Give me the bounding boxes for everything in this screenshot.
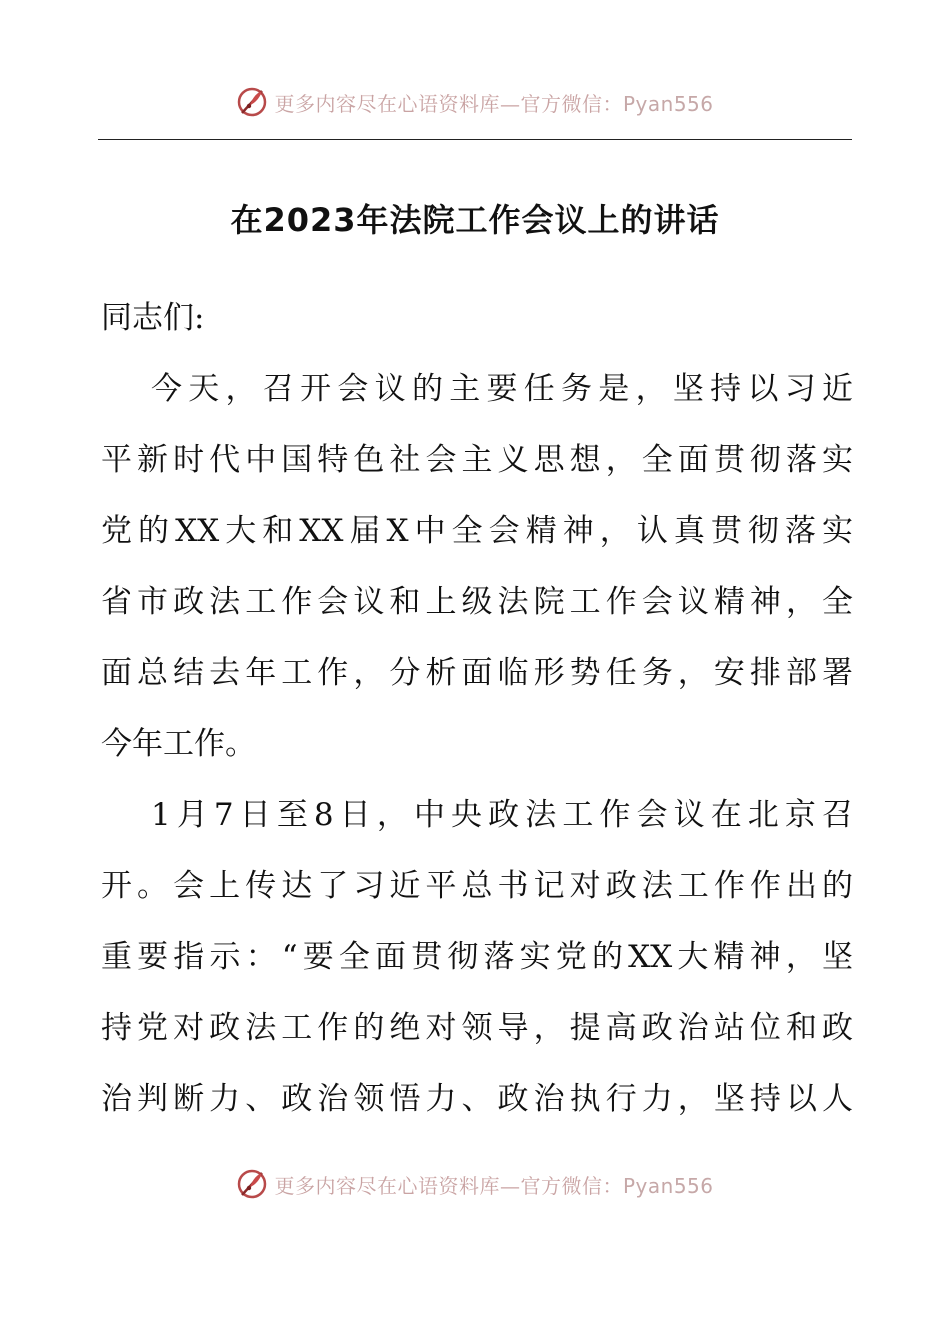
paragraph-line: 持党对政法工作的绝对领导，提高政治站位和政 xyxy=(101,1010,853,1046)
footer-watermark-banner xyxy=(0,1162,950,1206)
paragraph-line: 党的XX大和XX届X中全会精神，认真贯彻落实 xyxy=(101,513,853,549)
footer-banner-text xyxy=(274,1170,713,1199)
header-banner-id: Pyan556 xyxy=(622,91,714,116)
footer-banner-id: Pyan556 xyxy=(622,1173,714,1198)
document-body xyxy=(101,283,853,1135)
quill-pen-logo-icon xyxy=(236,85,270,119)
footer-banner-main: 更多内容尽在心语资料库 xyxy=(274,1173,500,1198)
header-banner-main: 更多内容尽在心语资料库 xyxy=(274,91,500,116)
paragraph-2 xyxy=(101,780,853,1135)
document-title: 在2023年法院工作会议上的讲话 xyxy=(230,201,720,239)
paragraph-line: 治判断力、政治领悟力、政治执行力，坚持以人 xyxy=(101,1081,853,1117)
header-watermark-banner xyxy=(0,80,950,124)
header-banner-sep: — xyxy=(499,91,521,116)
paragraph-line: 平新时代中国特色社会主义思想，全面贯彻落实 xyxy=(101,442,853,478)
footer-banner-wechat: 官方微信： xyxy=(520,1173,623,1198)
header-banner-text xyxy=(274,88,713,117)
paragraph-line: 面总结去年工作，分析面临形势任务，安排部署 xyxy=(101,655,853,691)
paragraph-1 xyxy=(101,354,853,780)
salutation: 同志们: xyxy=(101,300,205,336)
header-divider xyxy=(98,139,852,140)
paragraph-line: 今年工作。 xyxy=(101,726,256,762)
footer-banner-sep: — xyxy=(499,1173,521,1198)
paragraph-line: 重要指示：“要全面贯彻落实党的XX大精神，坚 xyxy=(101,939,853,975)
header-banner-wechat: 官方微信： xyxy=(520,91,623,116)
paragraph-line: 1月7日至8日，中央政法工作会议在北京召 xyxy=(151,797,853,833)
paragraph-line: 省市政法工作会议和上级法院工作会议精神，全 xyxy=(101,584,853,620)
quill-pen-logo-icon xyxy=(236,1167,270,1201)
paragraph-line: 今天，召开会议的主要任务是，坚持以习近 xyxy=(151,371,853,407)
paragraph-line: 开。会上传达了习近平总书记对政法工作作出的 xyxy=(101,868,853,904)
